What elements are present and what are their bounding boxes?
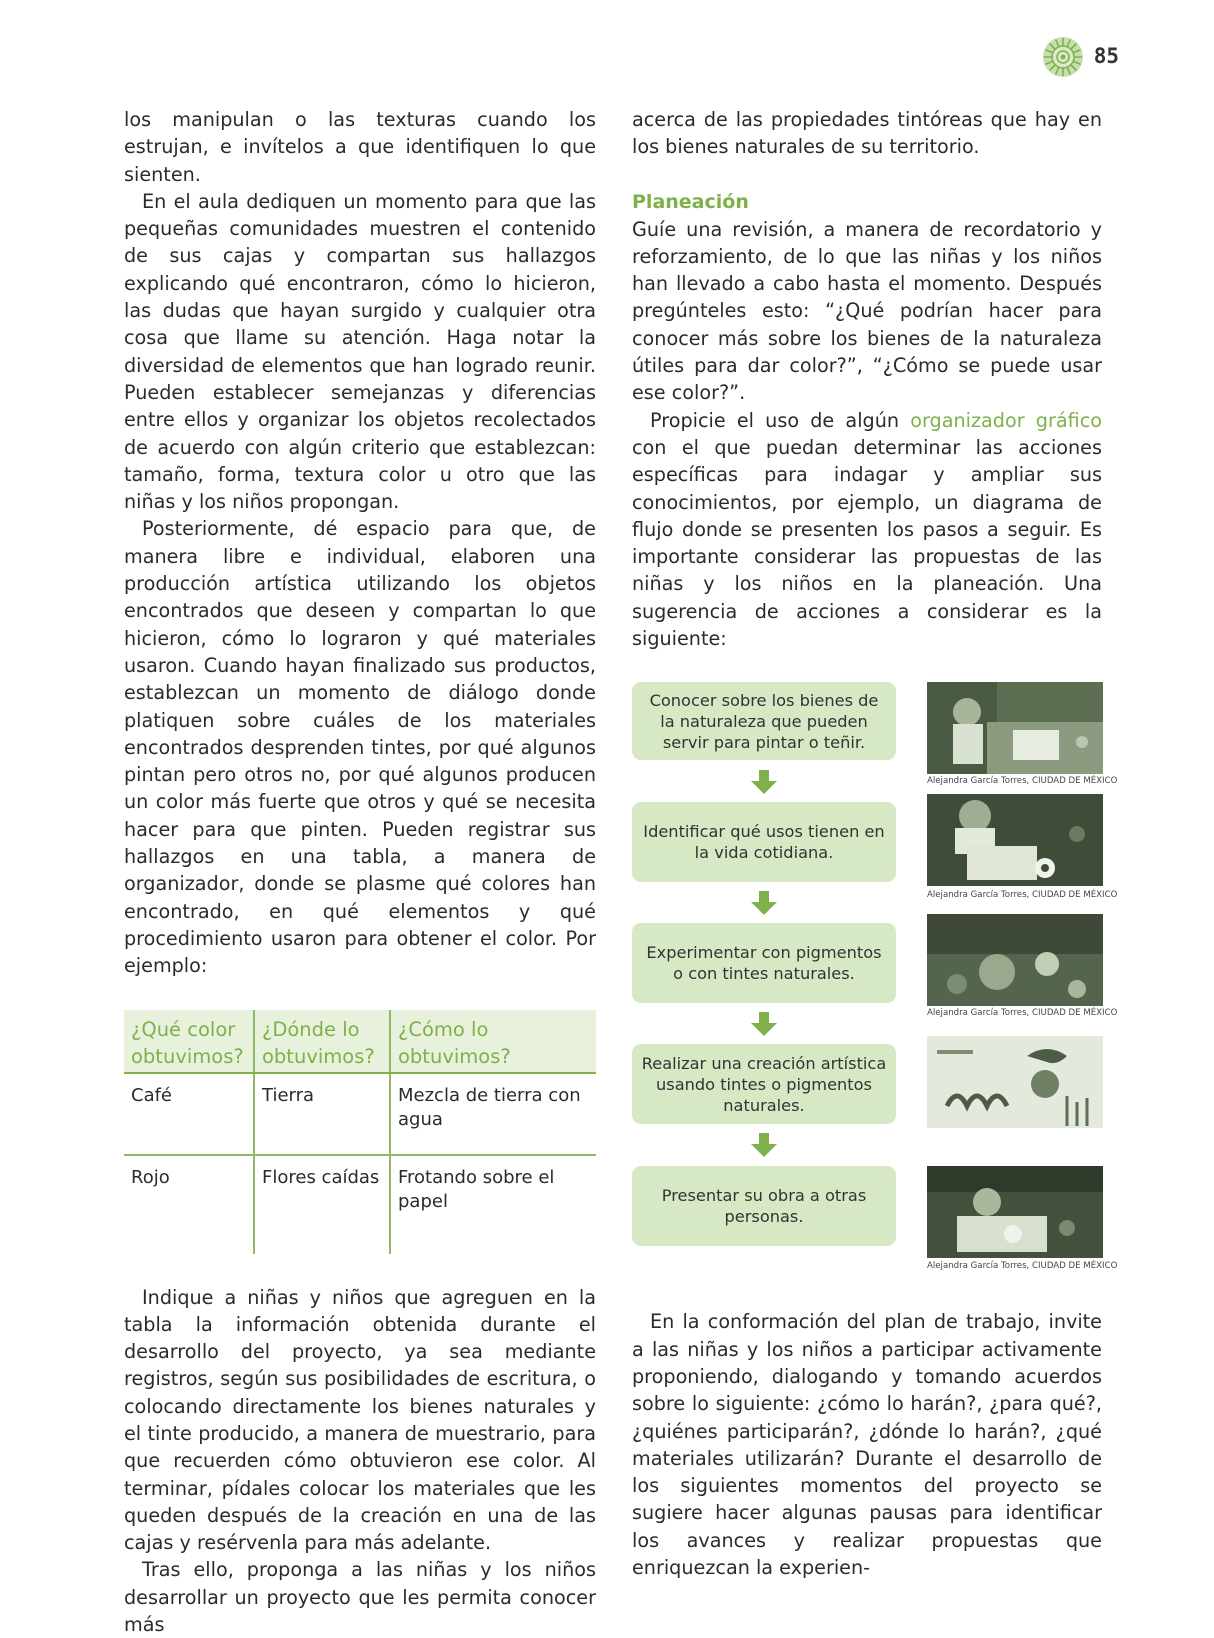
paragraph: acerca de las propiedades tintóreas que hay en los bienes naturales de su territorio. <box>632 108 1102 159</box>
flow-step: Experimentar con pigmentos o con tintes naturales. <box>632 923 896 1003</box>
table-cell: Tierra <box>254 1073 390 1155</box>
color-table <box>124 1010 596 1254</box>
photo-presentation <box>927 1166 1103 1258</box>
arrow-down-icon <box>750 1012 778 1036</box>
flow-diagram <box>632 682 1118 1290</box>
paragraph <box>632 407 1102 653</box>
photo-artwork <box>927 1036 1103 1128</box>
photo-credit: Alejandra García Torres, CIUDAD DE MÉXICO <box>927 776 1118 787</box>
page-number: 85 <box>1093 44 1119 68</box>
flow-step: Conocer sobre los bienes de la naturaleza que pueden servir para pintar o teñir. <box>632 682 896 760</box>
flow-step: Identificar qué usos tienen en la vida cotidiana. <box>632 802 896 882</box>
table-header: ¿Cómo lo obtuvimos? <box>390 1010 596 1073</box>
right-column <box>632 106 1118 1581</box>
organizer-link[interactable]: organizador gráfico <box>910 408 1102 432</box>
table-header-row <box>124 1010 596 1073</box>
left-column <box>124 106 596 1638</box>
photo-credit: Alejandra García Torres, CIUDAD DE MÉXICO <box>927 1008 1118 1019</box>
paragraph: En el aula dediquen un momento para que las pequeñas comunidades muestren el contenido de sus cajas y compartan sus hallazgos explicando qué encontraron, cómo lo hicieron, las dudas que hayan surgido y cualquier otra cosa que llame su atención. Haga notar la diversidad de elementos que han logrado reunir. Pueden establecer semejanzas y diferencias entre ellos y organizar los objetos recolectados de acuerdo con algún criterio que establezcan: tamaño, forma, textura color u otro que las niñas y los niños propongan. <box>124 189 596 514</box>
table-header: ¿Qué color obtuvimos? <box>124 1010 254 1073</box>
table-cell: Frotando sobre el papel <box>390 1155 596 1254</box>
paragraph: Tras ello, proponga a las niñas y los niños desarrollar un proyecto que les permita conocer más <box>124 1558 596 1637</box>
photo-credit: Alejandra García Torres, CIUDAD DE MÉXICO <box>927 1261 1118 1272</box>
table-row <box>124 1073 596 1155</box>
arrow-down-icon <box>750 1133 778 1157</box>
photo-pigments <box>927 914 1103 1006</box>
paragraph: Indique a niñas y niños que agreguen en la tabla la información obtenida durante el desarrollo del proyecto, ya sea mediante registros, según sus posibilidades de escritura, o colocando directamente los bienes naturales y el tinte producido, a manera de muestrario, para que recuerden cómo obtuvieron ese color. Al terminar, pídales colocar los materiales que les queden después de la creación en una de las cajas y resérvenla para más adelante. <box>124 1285 596 1555</box>
table-cell: Flores caídas <box>254 1155 390 1254</box>
table-row <box>124 1155 596 1254</box>
photo-child-painting <box>927 794 1103 886</box>
paragraph-text: Propicie el uso de algún <box>650 408 911 432</box>
flow-step: Realizar una creación artística usando tintes o pigmentos naturales. <box>632 1044 896 1124</box>
paragraph: Posteriormente, dé espacio para que, de manera libre e individual, elaboren una producción artística utilizando los objetos encontrados que deseen y compartan lo que hicieron, cómo lo lograron y qué materiales usaron. Cuando hayan finalizado sus productos, establezcan un momento de diálogo donde platiquen sobre cuáles de los materiales encontrados desprenden tintes, por qué algunos pintan pero otros no, por qué algunos producen un color más fuerte que otros y qué se necesita hacer para que pinten. Pueden registrar sus hallazgos en una tabla, a manera de organizador, donde se plasme qué colores han encontrado, en qué elementos y qué procedimiento usaron para obtener el color. Por ejemplo: <box>124 517 596 978</box>
table-header: ¿Dónde lo obtuvimos? <box>254 1010 390 1073</box>
flow-step: Presentar su obra a otras personas. <box>632 1166 896 1246</box>
section-heading: Planeación <box>632 190 749 213</box>
paragraph: Guíe una revisión, a manera de recordatorio y reforzamiento, de lo que las niñas y los niños han llevado a cabo hasta el momento. Después pregúnteles esto: “¿Qué podrían hacer para conocer más sobre los bienes de la naturaleza útiles para dar color?”, “¿Cómo se puede usar ese color?”. <box>632 217 1102 405</box>
arrow-down-icon <box>750 891 778 915</box>
paragraph-text: con el que puedan determinar las acciones específicas para indagar y ampliar sus conocimientos, por ejemplo, un diagrama de flujo donde se presenten los pasos a seguir. Es importante considerar las propuestas de las niñas y los niños en la planeación. Una sugerencia de acciones a considerar es la siguiente: <box>632 435 1102 651</box>
paragraph: los manipulan o las texturas cuando los estrujan, e invítelos a que identifiquen lo que sienten. <box>124 108 596 186</box>
table-cell: Rojo <box>131 1166 170 1188</box>
sun-emblem-icon <box>1042 36 1084 78</box>
table-cell: Mezcla de tierra con agua <box>390 1073 596 1155</box>
photo-child-drawing <box>927 682 1103 774</box>
paragraph: En la conformación del plan de trabajo, invite a las niñas y los niños a participar activamente proponiendo, dialogando y tomando acuerdos sobre lo siguiente: ¿cómo lo harán?, ¿para qué?, ¿quiénes participarán?, ¿dónde lo harán?, ¿qué materiales utilizarán? Durante el desarrollo de los siguientes momentos del proyecto se sugiere hacer algunas pausas para identificar los avances y realizar propuestas que enriquezcan la experien- <box>632 1310 1102 1580</box>
arrow-down-icon <box>750 770 778 794</box>
photo-credit: Alejandra García Torres, CIUDAD DE MÉXICO <box>927 890 1118 901</box>
table-cell: Café <box>124 1073 254 1155</box>
